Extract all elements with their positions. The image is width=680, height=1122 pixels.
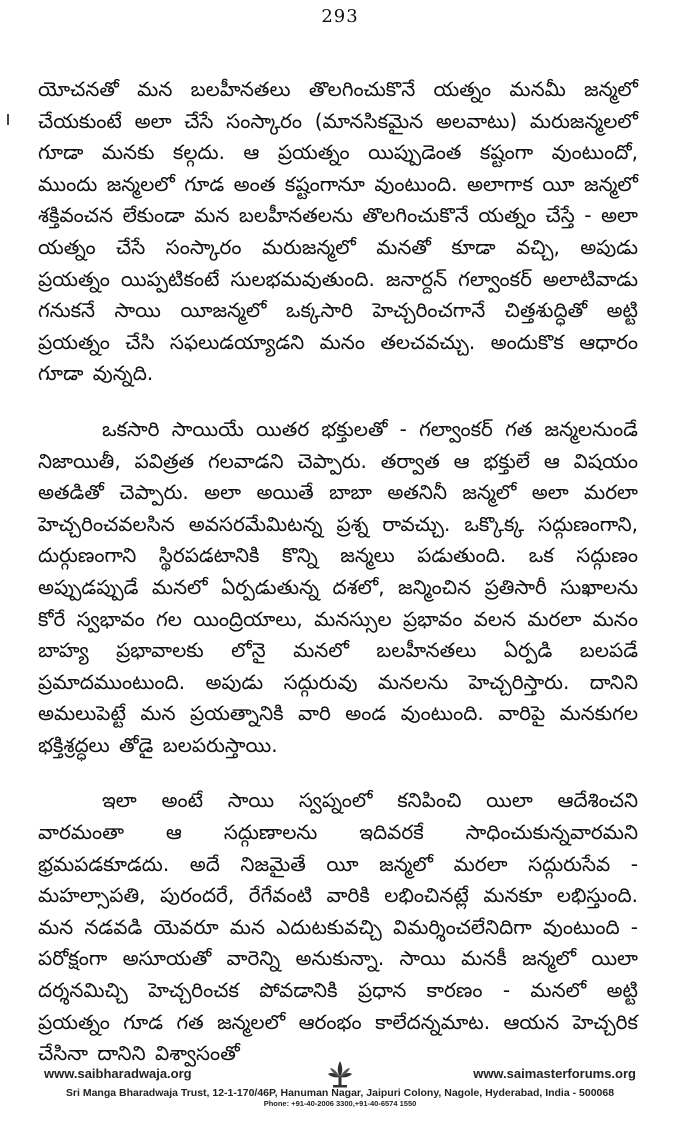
footer-address: Sri Manga Bharadwaja Trust, 12-1-170/46P, Hanuman Nagar, Jaipuri Colony, Nagole, Hyderabad, India - 500068 [65,1087,615,1099]
page-number: 293 [321,6,359,27]
footer-top-row [34,1066,646,1086]
paragraph-2: ఒకసారి సాయియే యితర భక్తులతో - గల్వాంకర్ గత జన్మలనుండే నిజాయితీ, పవిత్రత గలవాడని చెప్పారు. తర్వాత ఆ భక్తులే ఆ విషయం అతడితో చెప్పారు. అలా అయితే బాబా అతనినీ జన్మలో అలా మరలా హెచ్చరించవలసిన అవసరమేమిటన్న ప్రశ్న రావచ్చు. ఒక్కొక్క సద్గుణంగాని, దుర్గుణంగాని స్థిరపడటానికి కొన్ని జన్మలు పడుతుంది. ఒక సద్గుణం అప్పుడప్పుడే మనలో ఏర్పడుతున్న దశలో, జన్మించిన ప్రతిసారీ సుఖాలను కోరే స్వభావం గల యింద్రియాలు, మనస్సుల ప్రభావం వలన మరలా మనం బాహ్య ప్రభావాలకు లోనై మనలో బలహీనతలు ఏర్పడి బలపడే ప్రమాదముంటుంది. అపుడు సద్గురువు మనలను హెచ్చరిస్తారు. దానిని అమలుపెట్టే మన ప్రయత్నానికి వారి అండ వుంటుంది. వారిపై మనకుగల భక్తిశ్రద్ధలు తోడై బలపరుస్తాయి. [38,416,638,757]
body-text [38,74,638,1066]
paragraph-3: ఇలా అంటే సాయి స్వప్నంలో కనిపించి యిలా ఆదేశించని వారమంతా ఆ సద్గుణాలను ఇదివరకే సాధించుకున్నవారమని భ్రమపడకూడదు. అదే నిజమైతే యీ జన్మలో మరలా సద్గురుసేవ - మహల్సాపతి, పురందరే, రేగేవంటి వారికి లభించినట్లే మనకూ లభిస్తుంది. మన నడవడి యెవరూ మన ఎదుటకువచ్చి విమర్శించలేనిదిగా వుంటుంది - పరోక్షంగా అసూయతో వారెన్ని అనుకున్నా. సాయి మనకీ జన్మలో యిలా దర్శనమిచ్చి హెచ్చరించక పోవడానికి ప్రధాన కారణం - మనలో అట్టి ప్రయత్నం గూడ గత జన్మలలో ఆరంభం కాలేదన్నమాట. ఆయన హెచ్చరిక చేసినా దానిని విశ్వాసంతో [38,788,638,1066]
footer [34,1066,646,1116]
footer-phone: Phone: +91-40-2006 3300,+91-40-6574 1550 [263,1099,417,1108]
lotus-emblem-icon [326,1060,354,1090]
paragraph-1: యోచనతో మన బలహీనతలు తొలగించుకొనే యత్నం మనమీ జన్మలో చేయకుంటే అలా చేసే సంస్కారం (మానసికమైన అలవాటు) మరుజన్మలలో గూడా మనకు కల్గదు. ఆ ప్రయత్నం యిప్పుడెంత కష్టంగా వుంటుందో, ముందు జన్మలలో గూడ అంత కష్టంగానూ వుంటుంది. అలాగాక యీ జన్మలో శక్తివంచన లేకుండా మన బలహీనతలను తొలగించుకొనే యత్నం చేస్తే - అలా యత్నం చేసే సంస్కారం మరుజన్మలో మనతో కూడా వచ్చి, అపుడు ప్రయత్నం యిప్పటికంటే సులభమవుతుంది. జనార్దన్ గల్వాంకర్ అలాటివాడు గనుకనే సాయి యీజన్మలో ఒక్కసారి హెచ్చరించగానే చిత్తశుద్ధితో అట్టి ప్రయత్నం చేసి సఫలుడయ్యాడని మనం తలచవచ్చు. అందుకొక ఆధారం గూడా వున్నది. [38,77,638,386]
footer-site-right-link[interactable]: www.saimasterforums.org [473,1066,636,1081]
margin-mark [7,114,9,125]
footer-site-left-link[interactable]: www.saibharadwaja.org [44,1066,192,1081]
